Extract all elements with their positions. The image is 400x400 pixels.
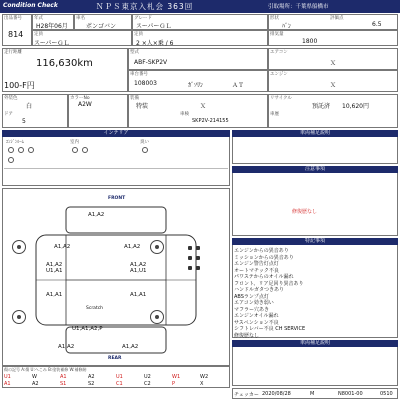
grade-value: スーパーＧＬ — [136, 23, 172, 30]
smell-label: 臭い — [140, 140, 149, 145]
seats-label: 定員 — [34, 32, 43, 37]
note-item: シフトレバー不良 CH SERVICE — [234, 326, 306, 332]
inspection-value: SKP2V-214155 — [192, 118, 229, 124]
damage-front-left: A1,A2 — [54, 244, 71, 250]
legend-row — [4, 374, 228, 380]
note-item: フロント、リア足回り異音あり — [234, 280, 304, 287]
footer-code: 0510 — [380, 391, 393, 397]
legend-code: C2 — [144, 381, 151, 387]
year-label: 年式 — [34, 16, 43, 21]
note-item: エンジンオイル漏れ — [234, 313, 279, 319]
damage-rear-mid: U1,A1,A2,P — [72, 326, 103, 332]
legend-row — [4, 381, 228, 387]
supplementary-title: 車両補足説明 — [232, 130, 398, 137]
seats-value: スーパーＧＬ — [34, 40, 70, 47]
check-circle — [72, 147, 78, 153]
damage-lower-right: A1,A1 — [130, 292, 147, 298]
body-value: ﾊﾞﾝ — [282, 23, 292, 30]
legend-code: A2 — [32, 381, 39, 387]
check-circle — [8, 157, 14, 163]
check-circle — [18, 147, 24, 153]
interior-label: 室内 — [70, 140, 79, 145]
remarks-title: 注意事項 — [232, 166, 398, 173]
damage-front-right: A1,A2 — [124, 244, 141, 250]
cc-label: 排気量 — [270, 32, 284, 37]
check-mark — [188, 256, 192, 260]
check-mark — [196, 256, 200, 260]
red-mark: Scratch — [86, 306, 104, 311]
legend-code: S1 — [60, 381, 67, 387]
legend-code: U1 — [116, 374, 123, 380]
capacity-value: 2 ×人×乗 / 6 — [136, 40, 174, 47]
legend-code: C1 — [116, 381, 123, 387]
check-circle — [142, 147, 148, 153]
capacity-label: 定員 — [134, 32, 143, 37]
pickup-location: 引取場所：千葉県船橋市 — [268, 4, 329, 10]
damage-front-top: A1,A2 — [88, 212, 105, 218]
recycle-value: 預託済 — [312, 103, 331, 110]
car-name-label: 車名 — [76, 16, 85, 21]
header-bar — [0, 0, 400, 13]
legend-code: P — [172, 381, 176, 387]
chassis-label: 車台番号 — [130, 72, 148, 77]
mileage-label: 走行距離 — [4, 50, 22, 55]
legend-code: U2 — [144, 374, 151, 380]
legend-code: A2 — [88, 374, 95, 380]
note-item: ハンドルガタつきあり — [234, 287, 285, 293]
legend-code: U1 — [4, 374, 11, 380]
engine-value: ＡＴ — [232, 82, 245, 89]
mileage-sub: 100-F円 — [4, 81, 35, 90]
interior-title: インテリア — [2, 130, 230, 137]
mileage-value: 116,630km — [36, 58, 93, 69]
year-value: H28年06月 — [36, 23, 68, 30]
note-item: ABSランプ点灯 — [234, 293, 269, 300]
score-label: 評価点 — [330, 16, 344, 21]
engine-room-label: ｴﾝｼﾞﾝﾙｰﾑ — [6, 140, 24, 145]
lot-number: 814 — [8, 30, 24, 39]
sheet-title: Condition Check — [3, 2, 58, 9]
legend-code: W2 — [200, 374, 209, 380]
engine-value-2: Ｘ — [330, 82, 337, 89]
model-label: 型式 — [130, 50, 139, 55]
notes-title: 特記事項 — [232, 238, 398, 245]
legend-code: W — [32, 374, 37, 380]
doors-value: 5 — [22, 118, 26, 125]
legend-code: S2 — [88, 381, 95, 387]
check-status: M — [310, 391, 315, 397]
supplementary-lower-title: 車両補足説明 — [232, 340, 398, 347]
check-mark — [196, 266, 200, 270]
legend-code: W1 — [172, 374, 181, 380]
lot-label: 出品番号 — [4, 16, 22, 21]
check-mark — [188, 246, 192, 250]
cc-box — [268, 30, 398, 46]
check-date: 2020/08/28 — [262, 391, 291, 397]
cc-value: 1800 — [302, 38, 318, 45]
divider — [4, 168, 228, 169]
legend-code: A1 — [4, 381, 11, 387]
grade-label: グレード — [134, 16, 152, 21]
car-outline — [10, 205, 222, 355]
color-no-value: A2W — [78, 101, 92, 108]
equip-value: 特装 — [136, 103, 149, 110]
note-item: ミッションからの異音あり — [234, 254, 294, 261]
legend-code: A1 — [60, 374, 67, 380]
car-name-value: ボンゴバン — [86, 23, 117, 30]
interior-check-box — [2, 130, 230, 186]
note-item: 修復歴なし — [234, 332, 260, 339]
note-item: マフラー穴あき — [234, 306, 270, 313]
engine-label: エンジン — [270, 72, 288, 77]
wheel-rear-right — [150, 310, 164, 324]
body-label: 形状 — [270, 16, 279, 21]
damage-rear-right: A1,A2 — [122, 344, 139, 350]
aircon-value: Ｘ — [330, 60, 337, 67]
inspection-label: 車検 — [180, 112, 189, 117]
color-no-label: カラーNo — [70, 96, 90, 101]
note-item: エンジンからの異音あり — [234, 248, 289, 254]
recycle-label: リサイクル — [270, 96, 292, 101]
check-circle — [28, 147, 34, 153]
damage-mid-right: A1,A2 A1,U1 — [130, 262, 147, 274]
checker-label: チェッカー — [234, 392, 259, 398]
check-circle — [8, 147, 14, 153]
color-value: 白 — [26, 103, 33, 110]
history-label: 車歴 — [270, 112, 279, 117]
front-label: FRONT — [108, 196, 126, 201]
note-item: エンジン警告灯点灯 — [234, 261, 279, 267]
model-value: ABF-SKP2V — [134, 59, 168, 66]
ticket-number: N8001-00 — [338, 391, 363, 397]
equip-label: 装備 — [130, 96, 139, 101]
check-mark — [188, 266, 192, 270]
wheel-front-left — [12, 240, 26, 254]
doors-label: ドア — [4, 112, 13, 117]
note-item: オートマチック不良 — [234, 267, 279, 274]
wheel-rear-left — [12, 310, 26, 324]
auction-name: ＮＰＳ東京入札会 363回 — [96, 2, 194, 11]
chassis-value: 108003 — [134, 80, 157, 87]
recycle-fee: 10,620円 — [342, 103, 369, 110]
legend-code: X — [200, 381, 204, 387]
check-circle — [82, 147, 88, 153]
rear-label: REAR — [108, 356, 122, 361]
color-label: 外装色 — [4, 96, 18, 101]
check-mark — [196, 246, 200, 250]
aircon-label: エアコン — [270, 50, 288, 55]
remarks-text: 修復歴なし — [292, 209, 318, 215]
damage-rear-low: A1,A2 — [58, 344, 75, 350]
note-item: サスペンション不良 — [234, 319, 279, 326]
note-item: エアコン効き弱い — [234, 300, 274, 306]
wheel-front-right — [150, 240, 164, 254]
fuel-value: ｶﾞｿﾘﾝ — [188, 82, 204, 89]
damage-lower-left: A1,A1 — [46, 292, 63, 298]
remarks-box — [232, 166, 398, 236]
score-value: 6.5 — [372, 21, 382, 28]
legend-title: 傷の記号 A:傷 U:へこみ B:塗装補修 W:補修跡 — [4, 367, 87, 372]
damage-mid-left: A1,A2 U1,A1 — [46, 262, 63, 274]
aircon-x: Ｘ — [200, 103, 207, 110]
note-item: パワステからのオイル漏れ — [234, 274, 294, 280]
